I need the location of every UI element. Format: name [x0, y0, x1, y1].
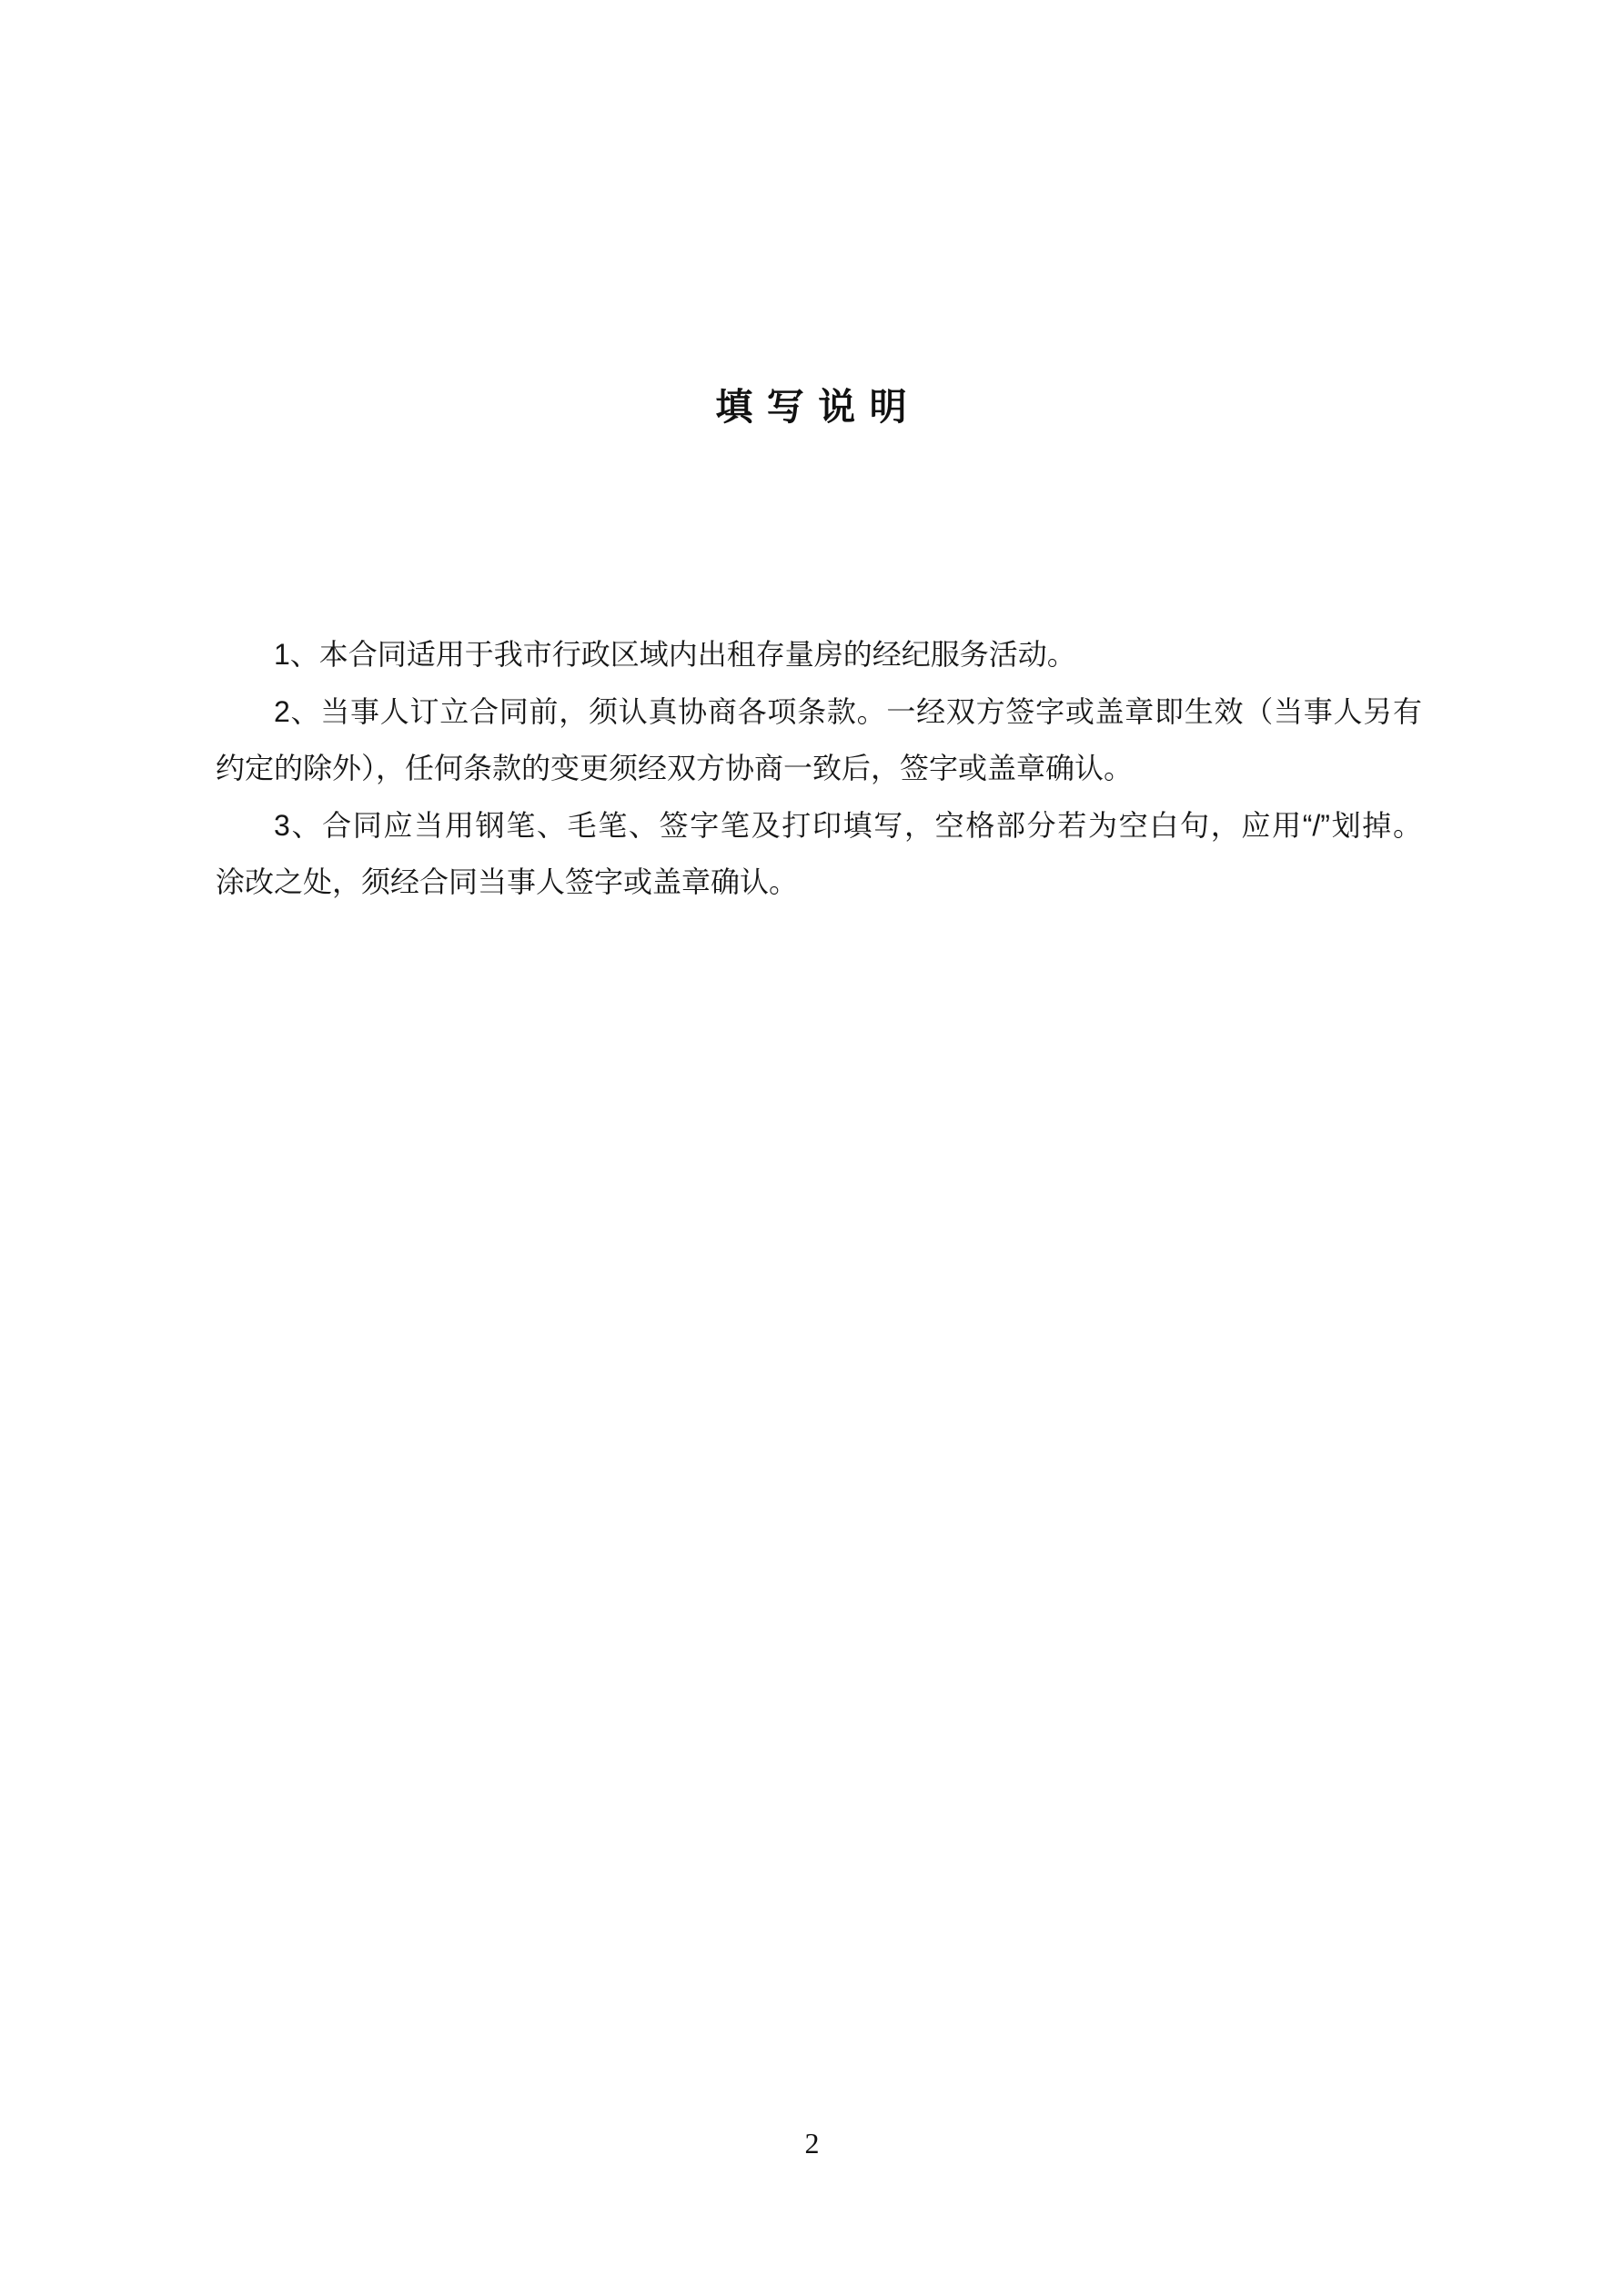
paragraph-1-line-1: 1、本合同适用于我市行政区域内出租存量房的经纪服务活动。 [274, 638, 1076, 671]
paragraph-2-line-1: 2、当事人订立合同前，须认真协商各项条款。一经双方签字或盖章即生效（当事人另有 [274, 694, 1422, 728]
paragraph-2-line-2: 约定的除外），任何条款的变更须经双方协商一致后，签字或盖章确认。 [216, 752, 1134, 784]
document-body [216, 626, 1422, 911]
paragraph-3-line-2: 涂改之处，须经合同当事人签字或盖章确认。 [216, 865, 799, 898]
page-title: 填 写 说 明 [715, 386, 909, 428]
page-number: 2 [804, 2127, 820, 2159]
paragraph-3-line-1: 3、合同应当用钢笔、毛笔、签字笔及打印填写，空格部分若为空白句，应用“/”划掉。 [274, 808, 1422, 842]
